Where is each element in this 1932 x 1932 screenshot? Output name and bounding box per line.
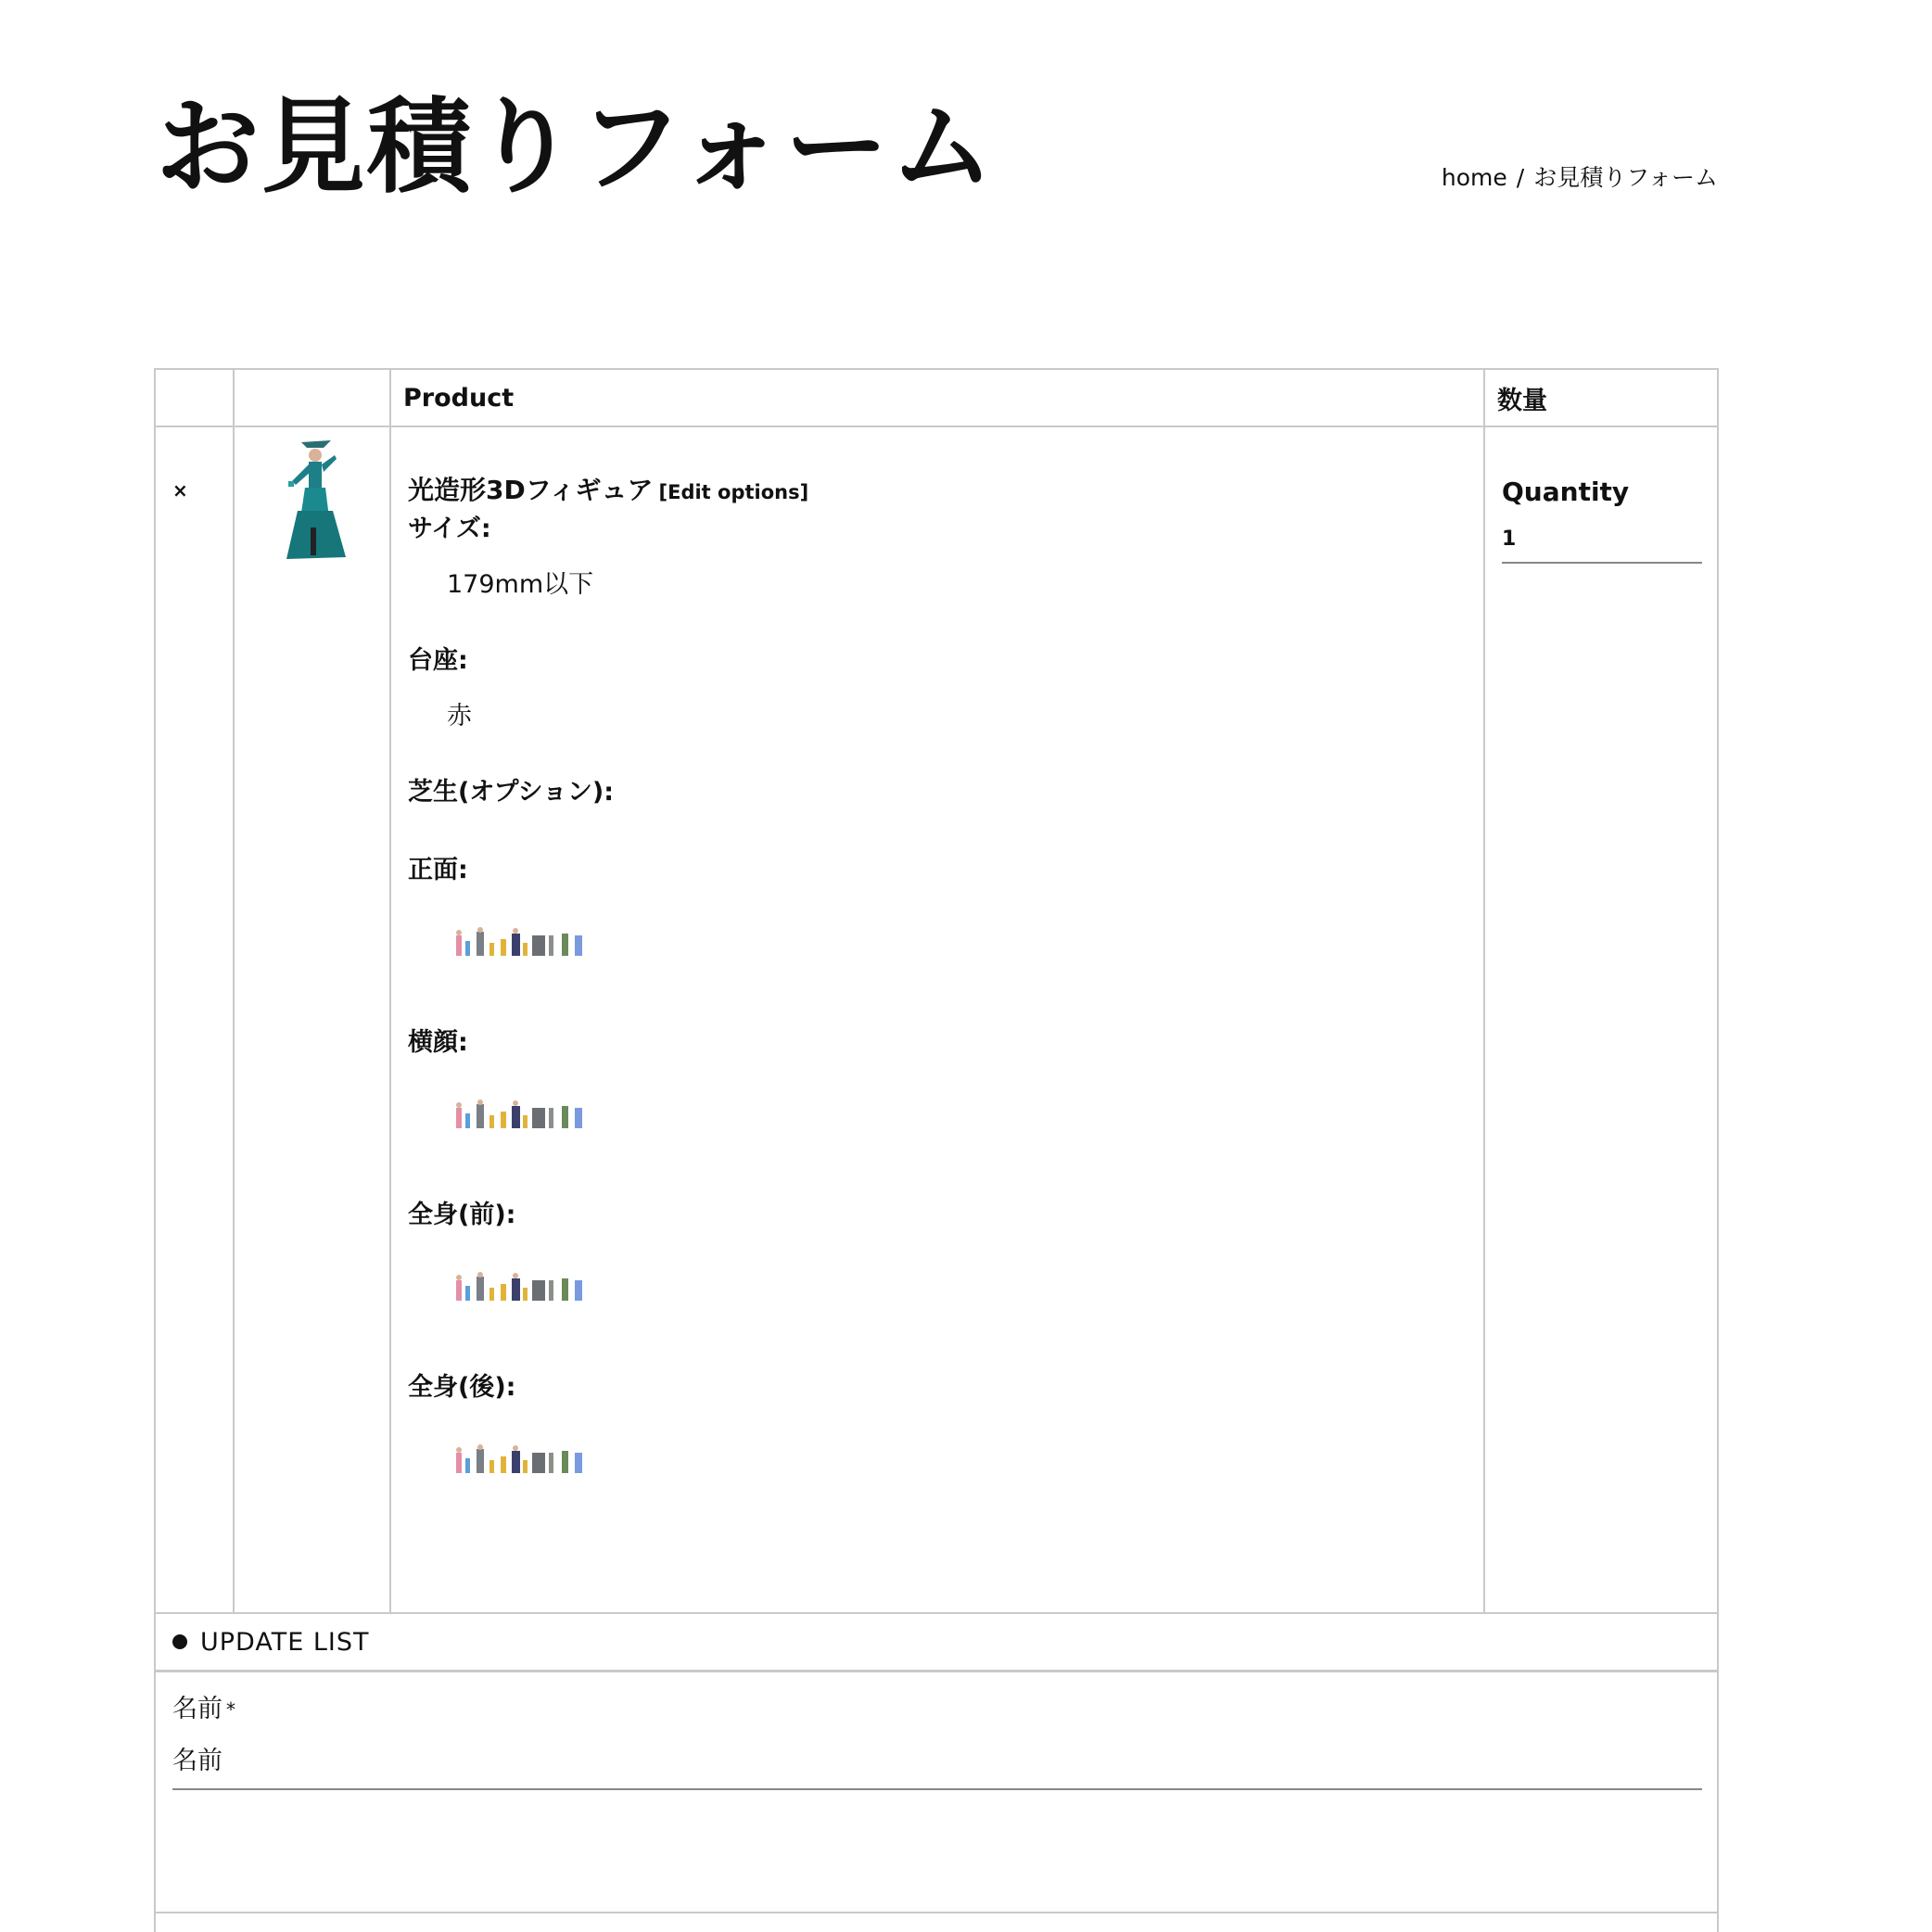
option-label-front: 正面: [408, 856, 468, 884]
figures-group [456, 1099, 582, 1128]
update-row [155, 1613, 1718, 1671]
next-field-row [155, 1913, 1718, 1932]
header-remove [155, 369, 234, 426]
option-value-size: 179mm以下 [447, 570, 594, 599]
front-photo-thumbnail[interactable] [452, 926, 610, 960]
option-label-lawn: 芝生(オプション): [408, 778, 615, 807]
quantity-cell [1484, 426, 1718, 1613]
page-title: お見積りフォーム [156, 87, 997, 208]
remove-item-button[interactable]: × [172, 479, 188, 502]
option-label-profile: 横顔: [408, 1028, 468, 1057]
breadcrumb-current: お見積りフォーム [1533, 164, 1718, 191]
profile-photo-thumbnail[interactable] [452, 1099, 610, 1132]
fullbody-back-photo-thumbnail[interactable] [452, 1443, 610, 1477]
header-quantity: 数量 [1484, 369, 1718, 426]
update-cell [155, 1613, 1718, 1671]
option-label-fullbody-front: 全身(前): [408, 1201, 516, 1229]
option-value-base: 赤 [447, 702, 472, 731]
table-header-row [155, 369, 1718, 426]
next-field-cell [155, 1913, 1718, 1932]
option-label-base: 台座: [408, 646, 468, 675]
quantity-input[interactable] [1502, 522, 1702, 564]
option-label-size: サイズ: [408, 515, 491, 543]
figures-group [456, 1272, 582, 1301]
name-label-text: 名前 [172, 1695, 222, 1723]
header-product: Product [390, 369, 1484, 426]
name-field-label [172, 1689, 1700, 1730]
table-row [155, 426, 1718, 1613]
header-thumbnail [234, 369, 390, 426]
breadcrumb [1442, 159, 1718, 193]
breadcrumb-separator: / [1516, 164, 1525, 191]
product-cell [390, 426, 1484, 1613]
option-label-fullbody-back: 全身(後): [408, 1373, 516, 1402]
figures-group [456, 1444, 582, 1473]
product-name-line [408, 472, 1467, 511]
update-list-label: UPDATE LIST [200, 1627, 370, 1657]
quantity-label: Quantity [1502, 477, 1630, 507]
required-marker: * [226, 1698, 235, 1721]
breadcrumb-home-link[interactable]: home [1441, 164, 1507, 191]
edit-options-link[interactable]: [Edit options] [658, 481, 809, 503]
bullet-icon [172, 1634, 187, 1649]
remove-cell [155, 426, 234, 1613]
update-list-button[interactable] [172, 1628, 370, 1657]
thumbnail-cell [234, 426, 390, 1613]
name-field-cell [155, 1671, 1718, 1913]
fullbody-front-photo-thumbnail[interactable] [452, 1271, 610, 1304]
product-thumbnail-image[interactable] [273, 437, 355, 561]
name-field-row [155, 1671, 1718, 1913]
name-input[interactable] [172, 1743, 1702, 1790]
figures-group [456, 927, 582, 956]
quote-list-table [154, 368, 1719, 1932]
product-name: 光造形3Dフィギュア [408, 475, 654, 505]
